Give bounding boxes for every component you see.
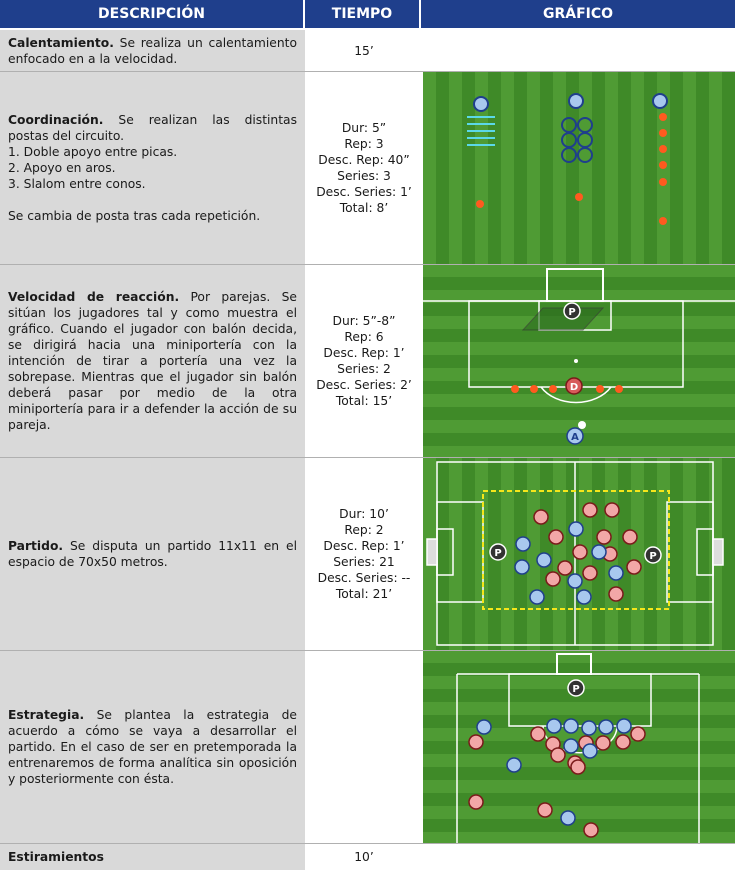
calentamiento-text: Se realiza un calentamiento enfocado en a la velocidad.: [8, 35, 297, 66]
row-divider: [0, 650, 735, 651]
row-estiramientos-graf: [423, 843, 735, 870]
velocidad-title: Velocidad de reacción.: [8, 289, 180, 304]
time-line: Series: 3: [337, 168, 391, 183]
row-estiramientos-time: [307, 843, 421, 870]
time-line: Total: 8’: [339, 200, 389, 215]
time-line: Series: 2: [337, 361, 391, 376]
player-p-label: P: [568, 307, 576, 318]
time-line: Series: 21: [333, 554, 395, 569]
velocidad-diagram: [423, 264, 735, 457]
coordinacion-list: [8, 144, 297, 192]
row-calentamiento-desc: [0, 30, 305, 71]
time-line: Desc. Series: 1’: [316, 184, 412, 199]
row-coordinacion-desc: [0, 71, 305, 264]
player-p: [564, 303, 580, 319]
row-partido-desc: [0, 457, 305, 650]
header-grafico: GRÁFICO: [421, 0, 735, 28]
time-line: Rep: 3: [344, 136, 384, 151]
goalkeeper-right: [645, 547, 661, 563]
time-line: Total: 21’: [335, 586, 393, 601]
gk-label: P: [572, 684, 580, 695]
row-estiramientos-desc: [0, 843, 305, 870]
goalkeeper: [568, 680, 584, 696]
row-divider: [0, 264, 735, 265]
coordinacion-title: Coordinación.: [8, 112, 104, 127]
gk-left-label: P: [494, 548, 502, 559]
time-line: Desc. Series: 2’: [316, 377, 412, 392]
pitch: [423, 264, 735, 457]
coordinacion-item: 2. Apoyo en aros.: [8, 160, 116, 175]
partido-text: Se disputa un partido 11x11 en el espacio de 70x50 metros.: [8, 538, 297, 569]
row-calentamiento-graf: [423, 30, 735, 71]
player-d: [566, 378, 582, 394]
row-coordinacion-time: [307, 71, 421, 264]
row-estrategia-time: [307, 650, 421, 843]
player-a-label: A: [571, 432, 579, 443]
velocidad-text: Por parejas. Se sitúan los jugadores tal y como muestra el gráfico. Cuando el jugador con balón decida, se dirigirá hacia una miniportería con la intención de tirar a portería una vez la sobrepase. Mientras que el jugador sin balón deberá pasar por medio de la otra miniportería para ir a defender la acción de su pareja.: [8, 289, 297, 432]
row-divider: [0, 71, 735, 72]
row-coordinacion-graf: [423, 71, 735, 264]
coordinacion-item: 3. Slalom entre conos.: [8, 176, 146, 191]
row-velocidad-time: [307, 264, 421, 457]
partido-title: Partido.: [8, 538, 64, 553]
row-velocidad-graf: [423, 264, 735, 457]
calentamiento-time-value: 15’: [354, 43, 374, 58]
time-line: Rep: 2: [344, 522, 384, 537]
estrategia-title: Estrategia.: [8, 707, 85, 722]
time-line: Desc. Rep: 40”: [318, 152, 410, 167]
player-d-label: D: [569, 382, 579, 393]
estrategia-diagram: [423, 650, 735, 843]
row-estrategia-desc: [0, 650, 305, 843]
row-partido-time: [307, 457, 421, 650]
estrategia-text: Se plantea la estrategia de acuerdo a cómo se vaya a desarrollar el partido. En el caso de ser en pretemporada la entrenaremos de forma analítica sin oposición y posteriormente con ésta.: [8, 707, 297, 786]
row-divider: [0, 457, 735, 458]
header-descripcion: DESCRIPCIÓN: [0, 0, 305, 28]
estiramientos-title: Estiramientos: [8, 849, 104, 864]
coordinacion-note: Se cambia de posta tras cada repetición.: [8, 208, 261, 223]
time-line: Desc. Rep: 1’: [323, 538, 405, 553]
coordinacion-item: 1. Doble apoyo entre picas.: [8, 144, 178, 159]
time-line: Rep: 6: [344, 329, 384, 344]
row-divider: [0, 843, 735, 844]
partido-diagram: [423, 457, 735, 650]
gk-right-label: P: [649, 551, 657, 562]
time-line: Dur: 10’: [339, 506, 389, 521]
coordinacion-diagram: [423, 71, 735, 264]
coordinacion-text: Se realizan las distintas postas del circuito.: [8, 112, 297, 143]
row-calentamiento-time: [307, 30, 421, 71]
row-partido-graf: [423, 457, 735, 650]
time-line: Total: 15’: [335, 393, 393, 408]
time-line: Dur: 5”-8”: [332, 313, 396, 328]
time-line: Dur: 5”: [341, 120, 387, 135]
goalkeeper-left: [490, 544, 506, 560]
time-line: Desc. Series: --: [317, 570, 411, 585]
row-estrategia-graf: [423, 650, 735, 843]
estiramientos-time-value: 10’: [354, 849, 374, 864]
time-line: Desc. Rep: 1’: [323, 345, 405, 360]
calentamiento-title: Calentamiento.: [8, 35, 114, 50]
row-velocidad-desc: [0, 264, 305, 457]
header-tiempo: TIEMPO: [305, 0, 421, 28]
